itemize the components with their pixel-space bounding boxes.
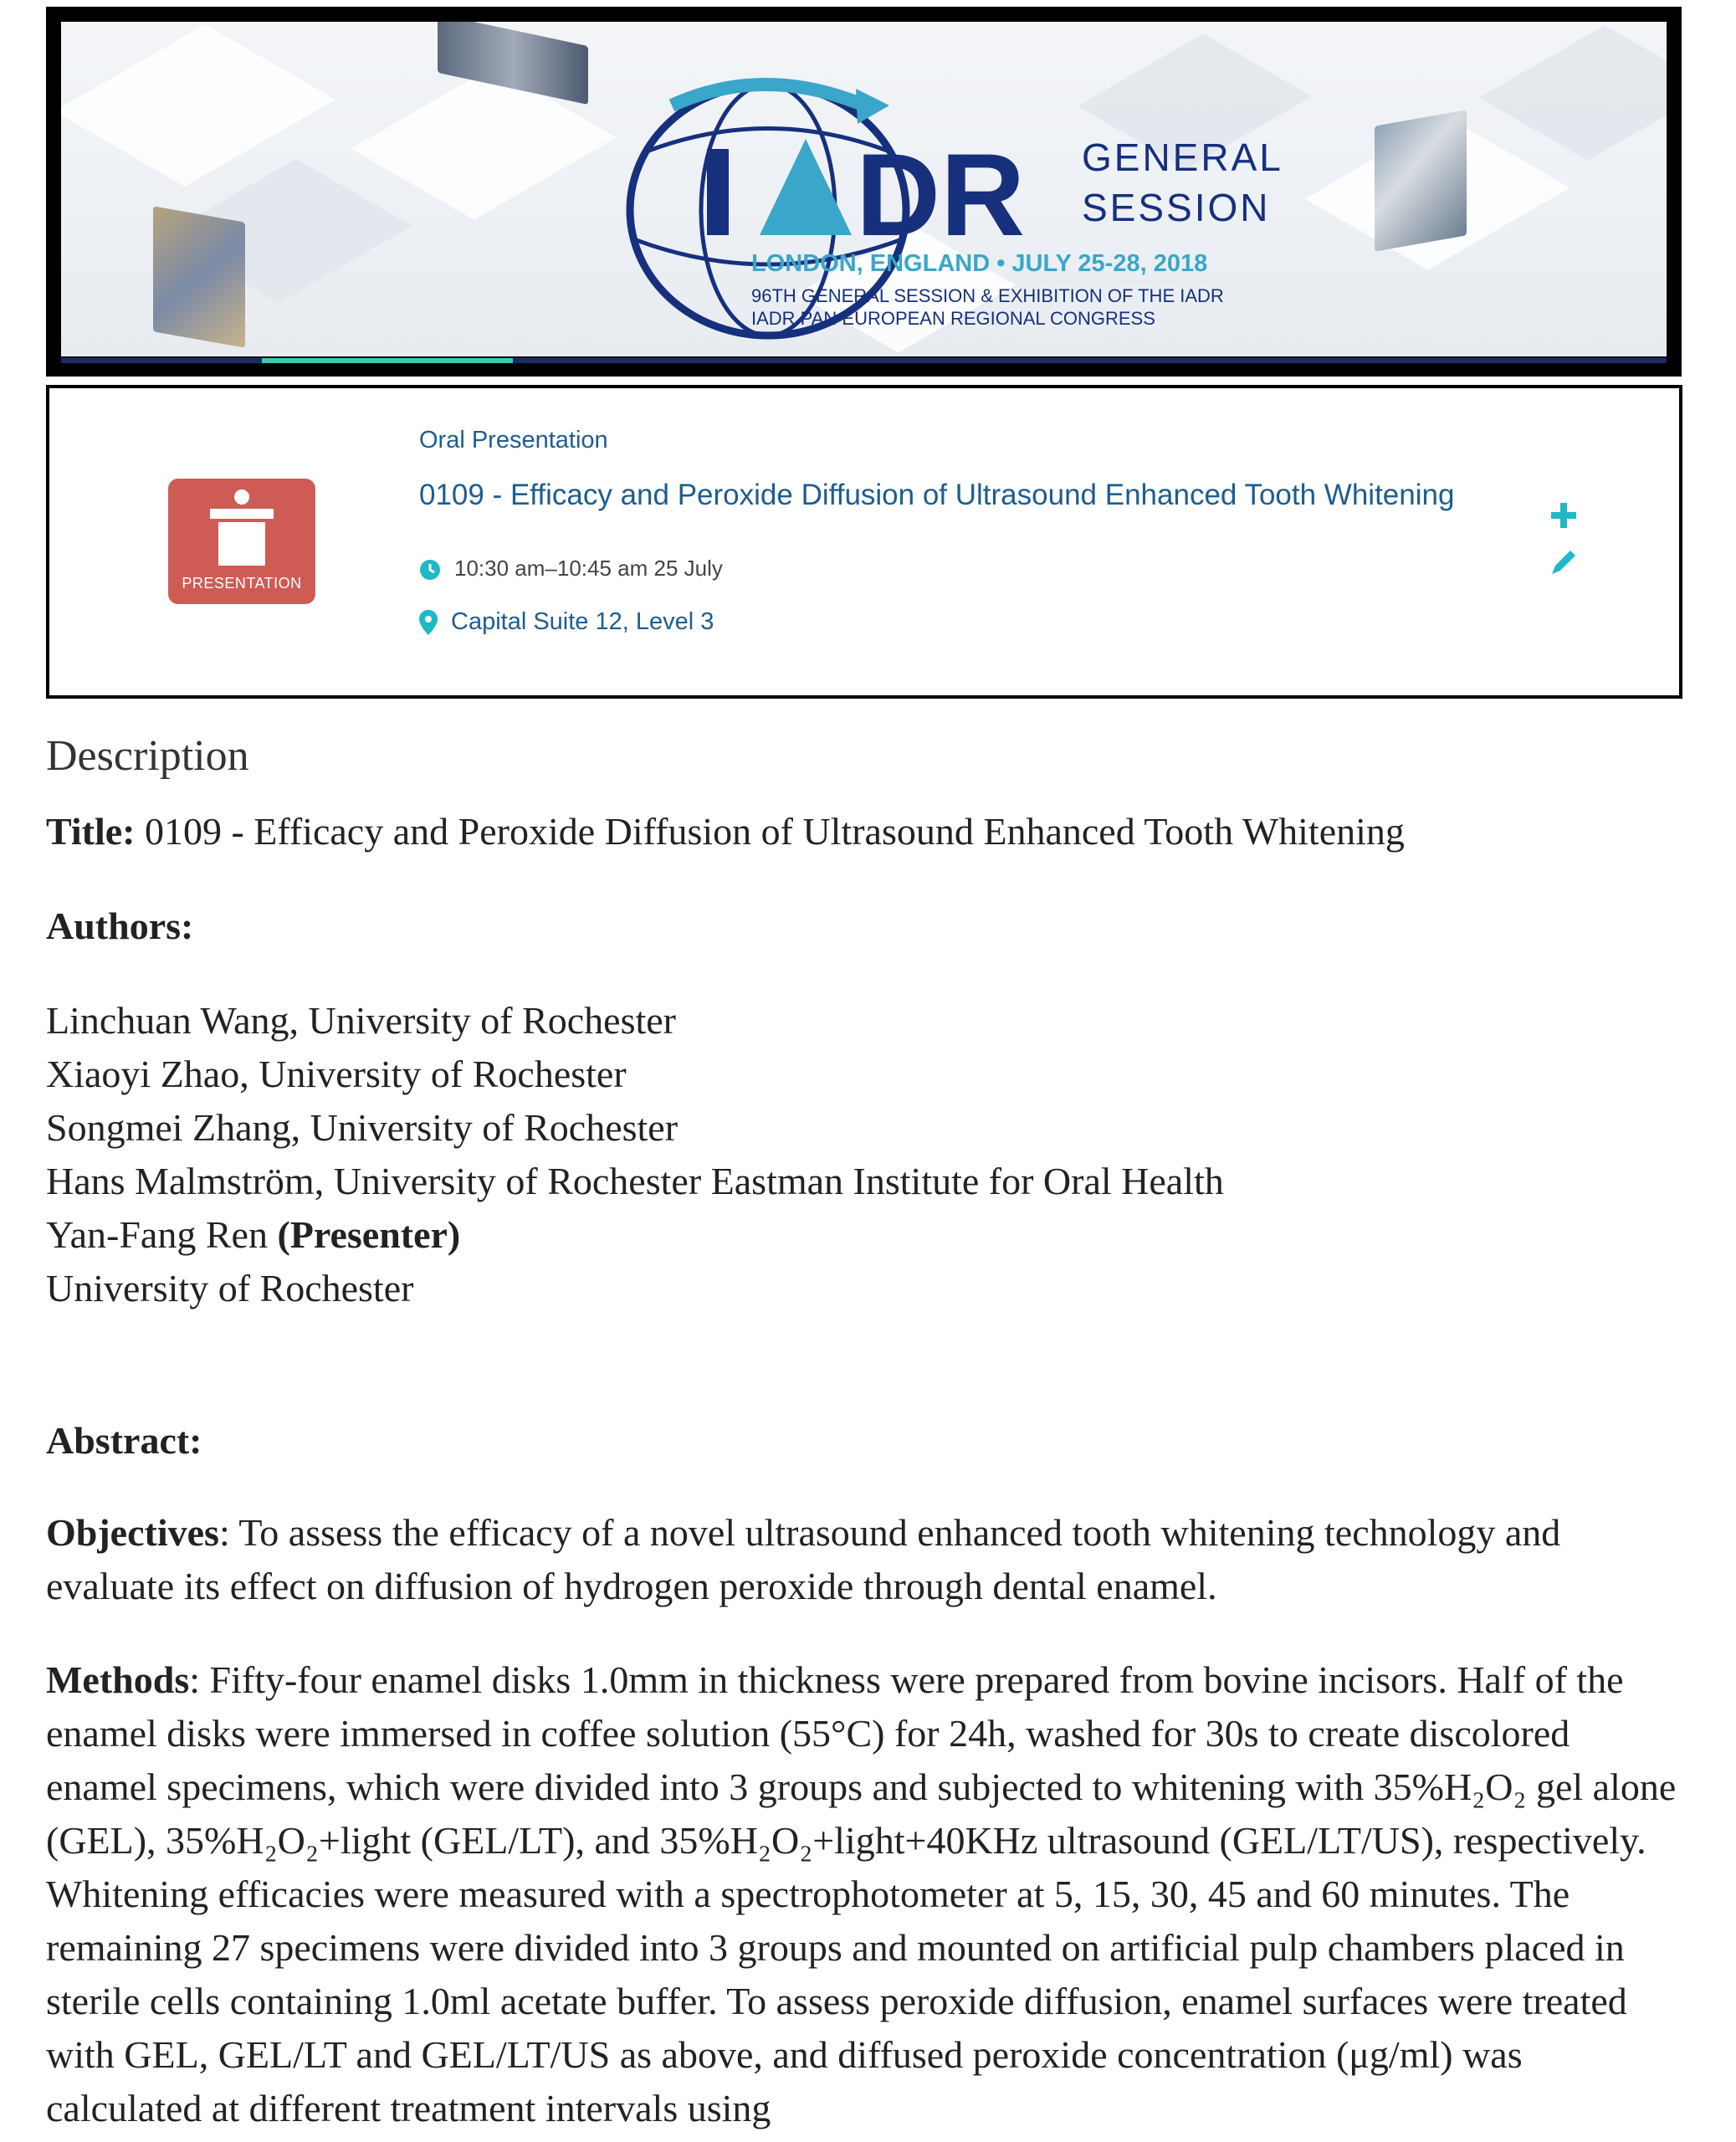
title-value: 0109 - Efficacy and Peroxide Diffusion of Ultrasound Enhanced Tooth Whitening — [135, 810, 1405, 853]
banner-image — [61, 22, 1667, 356]
decor-cube — [1479, 25, 1667, 161]
authors-list — [46, 994, 1224, 1315]
presenter-item — [46, 1208, 1224, 1262]
session-title-link[interactable]: 0109 - Efficacy and Peroxide Diffusion of Ultrasound Enhanced Tooth Whitening — [419, 479, 1455, 511]
tissue-photo — [153, 206, 245, 347]
add-to-schedule-button[interactable] — [1547, 499, 1580, 532]
author-item: Hans Malmström, University of Rochester Eastman Institute for Oral Health — [46, 1160, 1224, 1202]
svg-text:IADR PAN EUROPEAN REGIONAL CON: IADR PAN EUROPEAN REGIONAL CONGRESS — [751, 308, 1155, 329]
session-time — [419, 556, 723, 582]
edit-note-button[interactable] — [1549, 547, 1579, 577]
svg-text:SESSION: SESSION — [1082, 186, 1271, 229]
session-room-text: Capital Suite 12, Level 3 — [451, 608, 714, 635]
objectives-paragraph — [46, 1506, 1652, 1613]
abstract-label: Abstract: — [46, 1419, 202, 1462]
banner-carousel-active-segment — [262, 358, 513, 363]
authors-label: Authors: — [46, 904, 194, 947]
methods-paragraph — [46, 1653, 1686, 2135]
session-room[interactable] — [419, 608, 714, 636]
methods-text: : Fifty-four enamel disks 1.0mm in thickness were prepared from bovine incisors. Half of the enamel disks were immersed in coffee solution (55°C) for 24h, washed for 30s to create discolored enamel specimens, which were divided into 3 groups and subjected to whitening with 35%H₂O₂ gel alone (GEL), 35%H₂O₂+light (GEL/LT), and 35%H₂O₂+light+40KHz ultrasound (GEL/LT/US), respectively. Whitening efficacies were measured with a spectrophotometer at 5, 15, 30, 45 and 60 minutes. The remaining 27 specimens were divided into 3 groups and mounted on artificial pulp chambers placed in sterile cells containing 1.0ml acetate buffer. To assess peroxide diffusion, enamel surfaces were treated with GEL, GEL/LT and GEL/LT/US as above, and diffused peroxide concentration (μg/ml) was calculated at different treatment intervals using — [46, 1658, 1677, 2129]
session-type-link[interactable]: Oral Presentation — [419, 427, 608, 454]
podium-icon — [210, 487, 274, 571]
pencil-icon — [1549, 547, 1579, 577]
clock-icon — [419, 559, 441, 581]
presenter-affiliation: University of Rochester — [46, 1267, 414, 1309]
author-item: Songmei Zhang, University of Rochester — [46, 1106, 679, 1149]
author-item: Xiaoyi Zhao, University of Rochester — [46, 1053, 627, 1095]
description-heading: Description — [46, 732, 249, 780]
svg-text:LONDON, ENGLAND • JULY 25-28: LONDON, ENGLAND • JULY 25-28, 2018 — [751, 250, 1208, 277]
session-card — [46, 385, 1682, 699]
author-item: Linchuan Wang, University of Rochester — [46, 999, 676, 1042]
svg-text:96TH GENERAL SESSION & EXHIBIT: 96TH GENERAL SESSION & EXHIBITION OF THE IADR — [751, 285, 1224, 306]
presenter-name: Yan-Fang Ren — [46, 1213, 278, 1256]
presentation-icon — [168, 479, 315, 604]
objectives-label: Objectives — [46, 1511, 219, 1554]
presentation-icon-label: PRESENTATION — [182, 575, 302, 592]
svg-text:DR: DR — [856, 129, 1026, 260]
svg-text:GENERAL: GENERAL — [1082, 136, 1283, 179]
iadr-logo — [613, 72, 1299, 348]
plus-icon — [1547, 499, 1580, 532]
objectives-text: : To assess the efficacy of a novel ultrasound enhanced tooth whitening technology and evaluate its effect on diffusion of hydrogen peroxide through dental enamel. — [46, 1511, 1561, 1607]
researcher-photo — [1375, 110, 1467, 251]
conference-banner — [46, 7, 1682, 377]
session-time-text: 10:30 am–10:45 am 25 July — [454, 556, 723, 581]
abstract-title-line — [46, 805, 1405, 858]
title-label: Title: — [46, 810, 136, 853]
map-pin-icon — [419, 610, 438, 635]
presenter-tag: (Presenter) — [277, 1213, 461, 1256]
methods-label: Methods — [46, 1658, 190, 1701]
banner-carousel-indicator — [61, 358, 1667, 363]
